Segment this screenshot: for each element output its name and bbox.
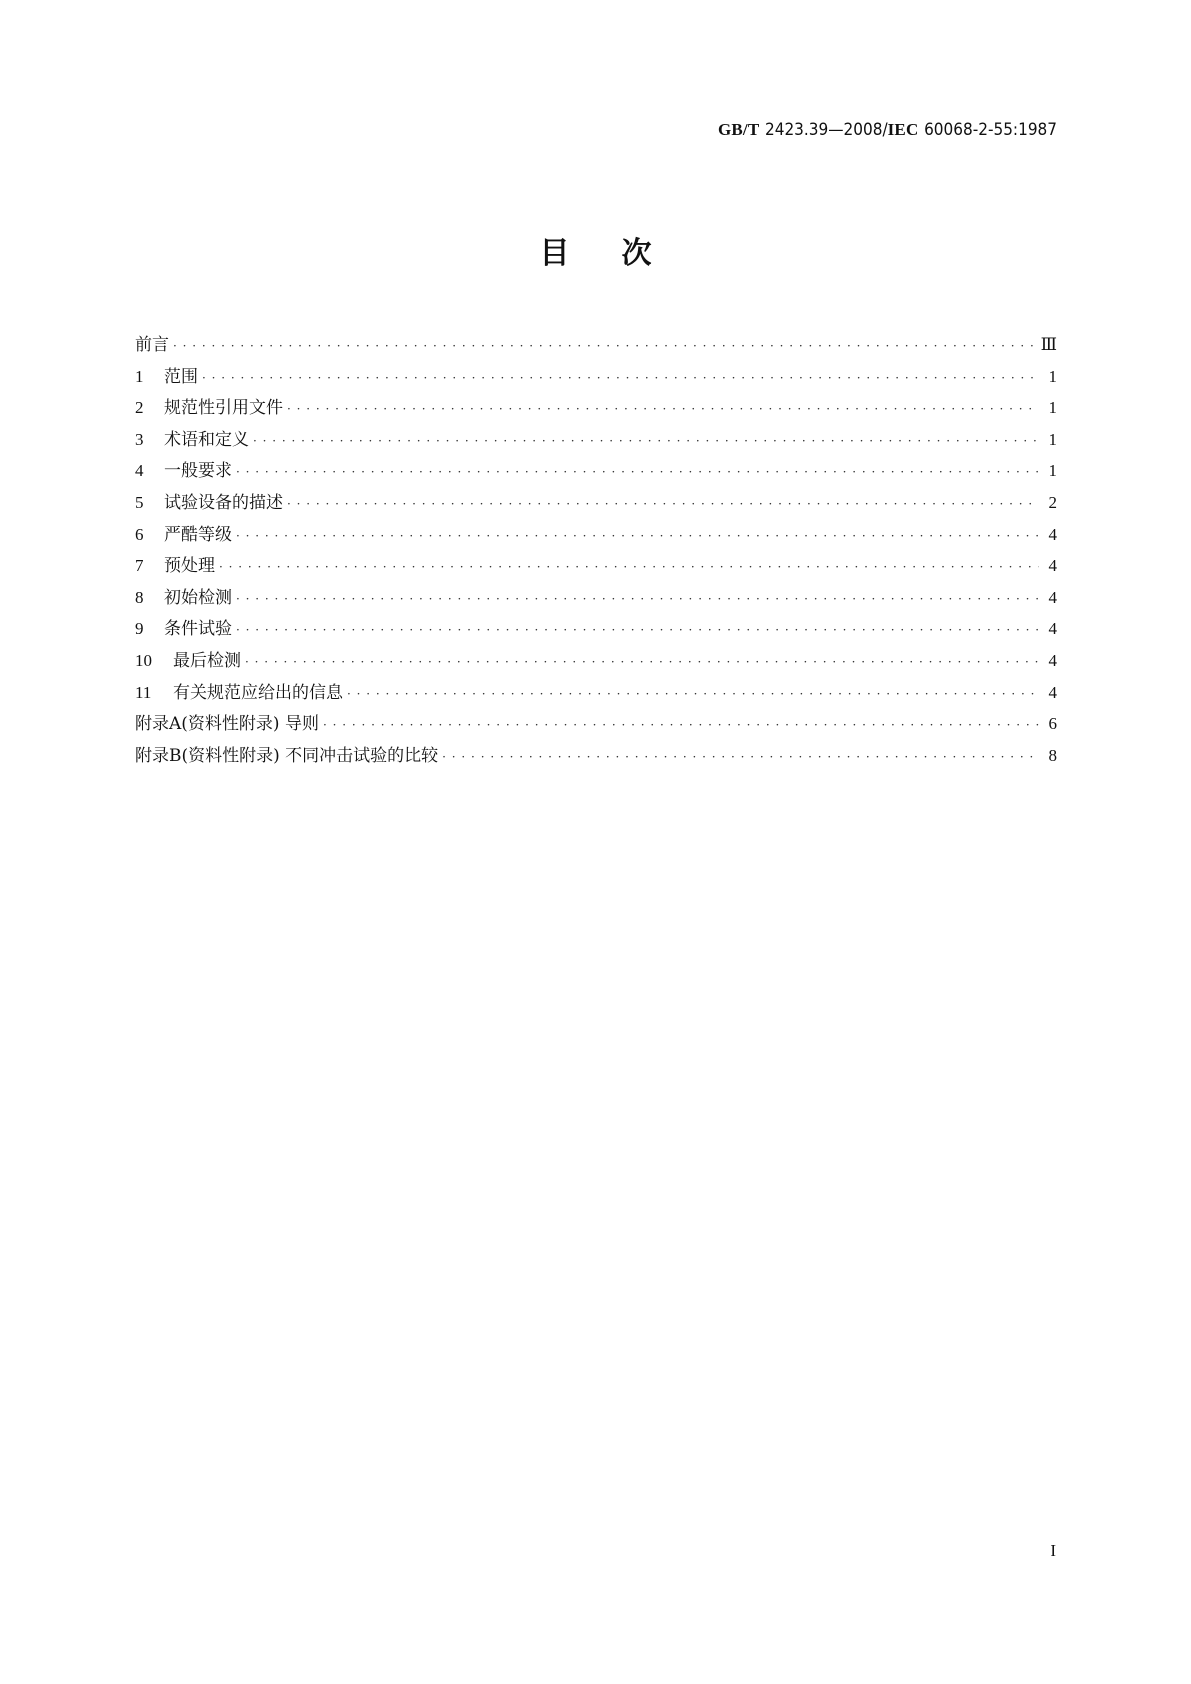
toc-entry-page: 4 [1048, 587, 1057, 607]
page-title: 目次 [539, 236, 704, 271]
toc-leader-dots [323, 718, 1039, 732]
toc-entry[interactable] [135, 488, 1057, 520]
toc-entry-label [135, 330, 173, 355]
toc-entry-page: 4 [1048, 619, 1057, 639]
toc-leader-dots [287, 497, 1039, 511]
toc-entry-label [135, 741, 442, 766]
toc-entry[interactable] [135, 520, 1057, 552]
toc-leader-dots [236, 529, 1039, 543]
toc-entry[interactable] [135, 456, 1057, 488]
toc-leader-dots [236, 592, 1039, 606]
toc-leader-dots [253, 434, 1039, 448]
toc-entry-label [135, 614, 236, 639]
toc-entry-page: 1 [1048, 398, 1057, 418]
toc-entry-page: 1 [1048, 461, 1057, 481]
toc-entry-page: 8 [1048, 745, 1057, 765]
toc-entry-title: 规范性引用文件 [164, 398, 283, 419]
toc-entry-page: 1 [1048, 366, 1057, 386]
toc-entry-number: 2 [135, 398, 144, 418]
toc-entry-number: 11 [135, 682, 152, 702]
toc-leader-dots [245, 655, 1039, 669]
toc-leader-dots [219, 560, 1039, 574]
toc-leader-dots [202, 371, 1039, 385]
toc-entry-label [135, 520, 236, 545]
toc-entry-page: 4 [1048, 682, 1057, 702]
toc-entry-label [135, 393, 287, 418]
toc-entry-label [135, 425, 253, 450]
toc-leader-dots [347, 687, 1039, 701]
toc-entry-number: 10 [135, 650, 152, 670]
toc-entry-page: 6 [1048, 714, 1057, 734]
toc-entry-page: 4 [1048, 650, 1057, 670]
toc-entry-page: 1 [1048, 429, 1057, 449]
toc-entry-number: 1 [135, 366, 144, 386]
toc-entry-page: 2 [1048, 492, 1057, 512]
toc-entry-title: 条件试验 [164, 619, 232, 640]
toc-entry-label [135, 646, 245, 671]
toc-entry-title: 范围 [164, 366, 198, 387]
toc-entry-label [135, 488, 287, 513]
toc-entry-page: 4 [1048, 556, 1057, 576]
toc-leader-dots [236, 465, 1039, 479]
toc-entry-title: 附录A(资料性附录) 导则 [135, 714, 319, 735]
toc-entry-number: 6 [135, 524, 144, 544]
toc-leader-dots [442, 750, 1039, 764]
toc-entry-label [135, 583, 236, 608]
toc-entry-label [135, 678, 347, 703]
table-of-contents [135, 330, 1057, 772]
toc-entry[interactable] [135, 393, 1057, 425]
toc-entry-number: 7 [135, 556, 144, 576]
standard-code: 2423.39—2008/ [765, 120, 888, 140]
toc-entry-title: 试验设备的描述 [164, 492, 283, 513]
toc-entry-title: 有关规范应给出的信息 [173, 682, 343, 703]
toc-entry-page: Ⅲ [1040, 335, 1057, 354]
toc-entry-label [135, 362, 202, 387]
toc-leader-dots [287, 402, 1039, 416]
standard-prefix: GB/T [717, 120, 760, 139]
toc-entry[interactable] [135, 678, 1057, 710]
toc-entry-title: 前言 [135, 335, 169, 355]
toc-entry-number: 5 [135, 492, 144, 512]
toc-entry-title: 初始检测 [164, 587, 232, 608]
toc-leader-dots [236, 623, 1039, 637]
toc-entry[interactable] [135, 362, 1057, 394]
toc-entry-title: 术语和定义 [164, 429, 249, 450]
toc-entry-number: 4 [135, 461, 144, 481]
toc-entry-title: 严酷等级 [164, 524, 232, 545]
toc-entry[interactable] [135, 709, 1057, 741]
toc-entry[interactable] [135, 741, 1057, 773]
toc-entry[interactable] [135, 646, 1057, 678]
iec-prefix: IEC [887, 120, 919, 139]
toc-entry-label [135, 456, 236, 481]
toc-leader-dots [173, 339, 1037, 353]
toc-entry[interactable] [135, 425, 1057, 457]
toc-entry[interactable] [135, 614, 1057, 646]
toc-entry[interactable] [135, 551, 1057, 583]
document-header [718, 120, 1057, 140]
toc-entry-label [135, 551, 219, 576]
toc-entry-label [135, 709, 323, 734]
toc-entry-title: 预处理 [164, 556, 215, 577]
toc-entry-number: 3 [135, 429, 144, 449]
toc-entry-title: 附录B(资料性附录) 不同冲击试验的比较 [135, 745, 439, 766]
iec-code: 60068-2-55:1987 [924, 120, 1057, 140]
toc-entry-title: 最后检测 [173, 650, 241, 671]
toc-entry-number: 9 [135, 619, 144, 639]
page-number: I [1050, 1541, 1056, 1560]
toc-entry-page: 4 [1048, 524, 1057, 544]
toc-entry[interactable] [135, 330, 1057, 362]
toc-entry-number: 8 [135, 587, 144, 607]
toc-entry-title: 一般要求 [164, 461, 232, 482]
toc-entry[interactable] [135, 583, 1057, 615]
